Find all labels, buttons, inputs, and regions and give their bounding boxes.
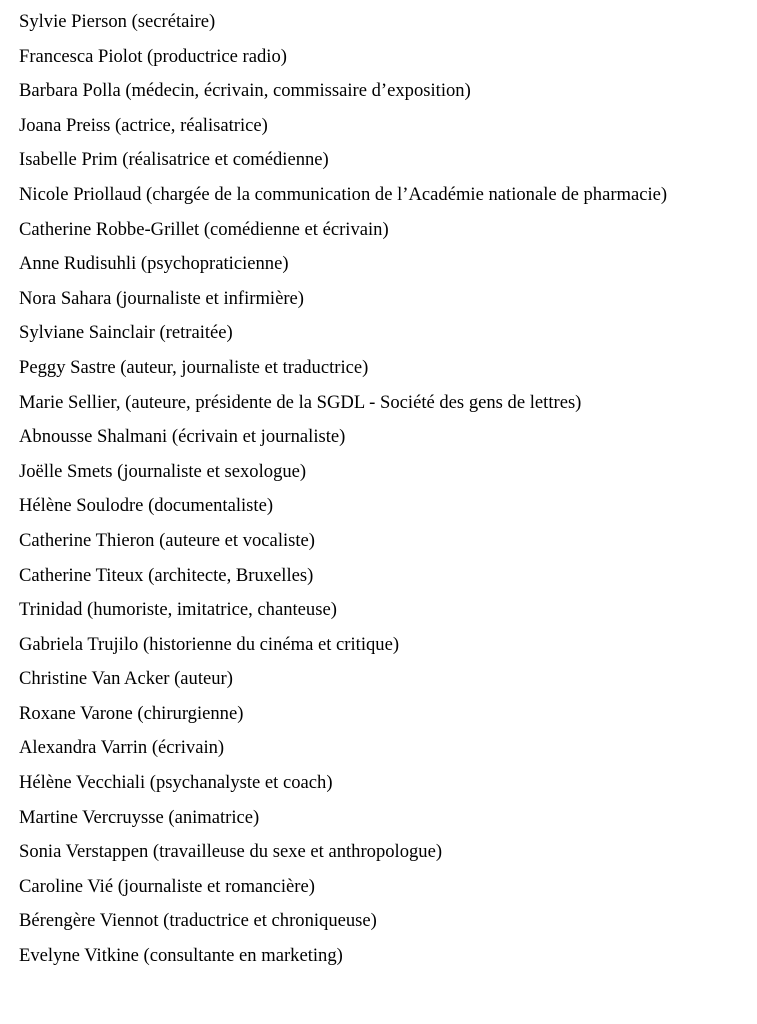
signatory-line: Sylviane Sainclair (retraitée) bbox=[19, 322, 233, 344]
signatory-line: Evelyne Vitkine (consultante en marketing) bbox=[19, 945, 343, 967]
signatory-line: Trinidad (humoriste, imitatrice, chanteuse) bbox=[19, 599, 337, 621]
signatory-line: Nora Sahara (journaliste et infirmière) bbox=[19, 287, 304, 309]
signatory-line: Caroline Vié (journaliste et romancière) bbox=[19, 875, 315, 897]
signatory-list bbox=[19, 5, 739, 974]
signatory-line: Gabriela Trujilo (historienne du cinéma et critique) bbox=[19, 633, 400, 655]
signatory-line: Francesca Piolot (productrice radio) bbox=[19, 45, 287, 67]
signatory-line: Alexandra Varrin (écrivain) bbox=[19, 737, 225, 759]
signatory-line: Isabelle Prim (réalisatrice et comédienne) bbox=[19, 149, 329, 171]
signatory-line: Marie Sellier, (auteure, présidente de la SGDL - Société des gens de lettres) bbox=[19, 391, 582, 413]
signatory-line: Roxane Varone (chirurgienne) bbox=[19, 702, 244, 724]
signatory-line: Catherine Titeux (architecte, Bruxelles) bbox=[19, 564, 314, 586]
signatory-line: Bérengère Viennot (traductrice et chroniqueuse) bbox=[19, 910, 377, 932]
signatory-line: Hélène Soulodre (documentaliste) bbox=[19, 495, 274, 517]
signatory-line: Christine Van Acker (auteur) bbox=[19, 668, 233, 690]
signatory-line: Abnousse Shalmani (écrivain et journaliste) bbox=[19, 426, 346, 448]
signatory-line: Hélène Vecchiali (psychanalyste et coach) bbox=[19, 772, 333, 794]
signatory-line: Catherine Thieron (auteure et vocaliste) bbox=[19, 529, 315, 551]
signatory-line: Anne Rudisuhli (psychopraticienne) bbox=[19, 253, 289, 275]
signatory-line: Peggy Sastre (auteur, journaliste et traductrice) bbox=[19, 356, 369, 378]
signatory-line: Nicole Priollaud (chargée de la communication de l’Académie nationale de pharmacie) bbox=[19, 183, 668, 205]
signatory-line: Sonia Verstappen (travailleuse du sexe et anthropologue) bbox=[19, 841, 443, 863]
signatory-line: Joëlle Smets (journaliste et sexologue) bbox=[19, 460, 307, 482]
signatory-line: Joana Preiss (actrice, réalisatrice) bbox=[19, 114, 268, 136]
signatory-line: Barbara Polla (médecin, écrivain, commissaire d’exposition) bbox=[19, 80, 471, 102]
signatory-line: Sylvie Pierson (secrétaire) bbox=[19, 11, 216, 32]
signatory-line: Catherine Robbe-Grillet (comédienne et écrivain) bbox=[19, 218, 389, 240]
signatory-line: Martine Vercruysse (animatrice) bbox=[19, 806, 260, 828]
